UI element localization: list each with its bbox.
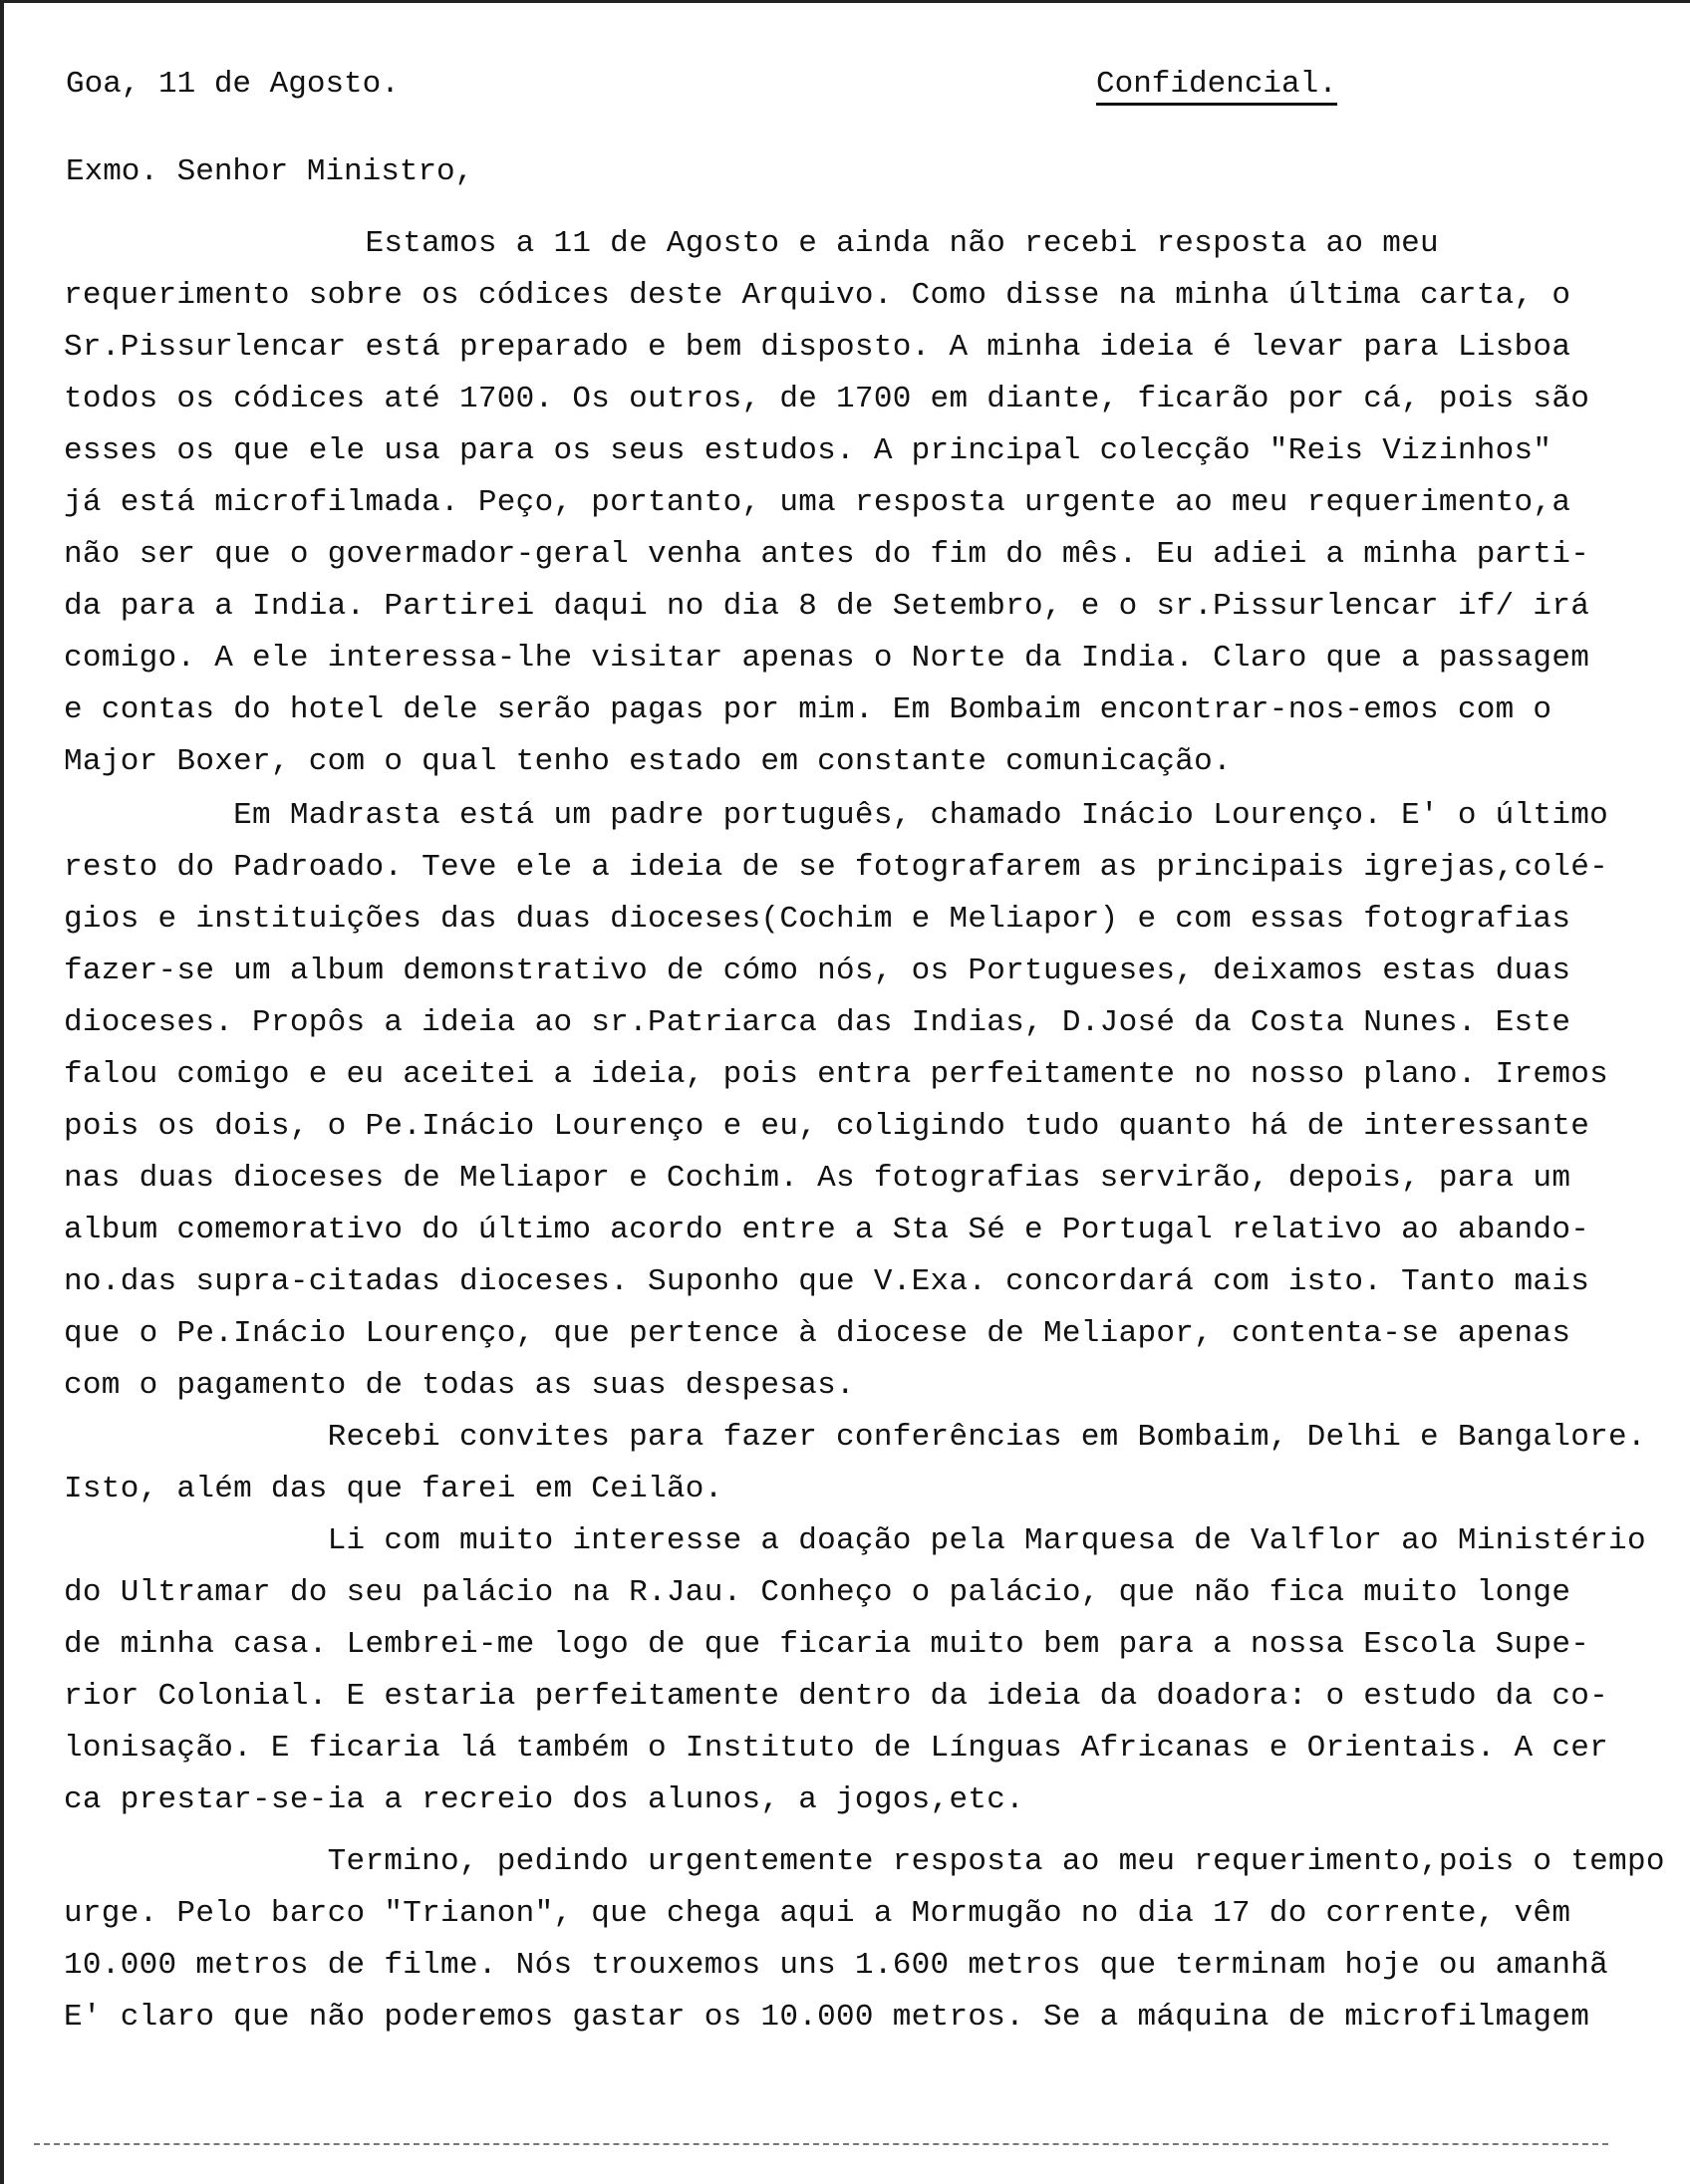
body-line: com o pagamento de todas as suas despesas. xyxy=(64,1368,855,1403)
body-line: Termino, pedindo urgentemente resposta ao meu requerimento,pois o tempo xyxy=(64,1844,1665,1879)
body-line: urge. Pelo barco "Trianon", que chega aqui a Mormugão no dia 17 do corrente, vêm xyxy=(64,1896,1571,1931)
body-line: que o Pe.Inácio Lourenço, que pertence à diocese de Meliapor, contenta-se apenas xyxy=(64,1316,1571,1351)
body-line: resto do Padroado. Teve ele a ideia de se fotografarem as principais igrejas,colé- xyxy=(64,850,1609,885)
body-line: Recebi convites para fazer conferências em Bombaim, Delhi e Bangalore. xyxy=(64,1420,1646,1455)
body-line: já está microfilmada. Peço, portanto, uma resposta urgente ao meu requerimento,a xyxy=(64,485,1571,520)
body-line: gios e instituições das duas dioceses(Cochim e Meliapor) e com essas fotografias xyxy=(64,902,1571,937)
body-line: fazer-se um album demonstrativo de cómo nós, os Portugueses, deixamos estas duas xyxy=(64,954,1571,988)
body-line: esses os que ele usa para os seus estudos. A principal colecção "Reis Vizinhos" xyxy=(64,433,1552,468)
body-line: da para a India. Partirei daqui no dia 8 de Setembro, e o sr.Pissurlencar if/ irá xyxy=(64,589,1590,624)
body-line: Isto, além das que farei em Ceilão. xyxy=(64,1472,723,1506)
body-line: falou comigo e eu aceitei a ideia, pois entra perfeitamente no nosso plano. Iremos xyxy=(64,1057,1609,1092)
body-line: rior Colonial. E estaria perfeitamente dentro da ideia da doadora: o estudo da co- xyxy=(64,1679,1609,1714)
body-line: todos os códices até 1700. Os outros, de 1700 em diante, ficarão por cá, pois são xyxy=(64,382,1590,416)
classification-label: Confidencial. xyxy=(1096,67,1337,106)
place-date: Goa, 11 de Agosto. xyxy=(66,67,400,102)
body-line: nas duas dioceses de Meliapor e Cochim. As fotografias servirão, depois, para um xyxy=(64,1161,1571,1196)
body-line: E' claro que não poderemos gastar os 10.000 metros. Se a máquina de microfilmagem xyxy=(64,2000,1590,2035)
body-line: Estamos a 11 de Agosto e ainda não recebi resposta ao meu xyxy=(64,226,1439,261)
body-line: lonisação. E ficaria lá também o Instituto de Línguas Africanas e Orientais. A cer xyxy=(64,1731,1609,1766)
body-line: pois os dois, o Pe.Inácio Lourenço e eu, coligindo tudo quanto há de interessante xyxy=(64,1109,1590,1144)
body-line: de minha casa. Lembrei-me logo de que ficaria muito bem para a nossa Escola Supe- xyxy=(64,1627,1590,1662)
body-line: não ser que o govermador-geral venha antes do fim do mês. Eu adiei a minha parti- xyxy=(64,537,1590,572)
body-line: Major Boxer, com o qual tenho estado em constante comunicação. xyxy=(64,744,1232,779)
body-line: Sr.Pissurlencar está preparado e bem disposto. A minha ideia é levar para Lisboa xyxy=(64,330,1571,365)
bottom-divider xyxy=(34,2143,1608,2145)
body-line: Li com muito interesse a doação pela Marquesa de Valflor ao Ministério xyxy=(64,1523,1646,1558)
body-line: album comemorativo do último acordo entre a Sta Sé e Portugal relativo ao abando- xyxy=(64,1213,1590,1247)
salutation: Exmo. Senhor Ministro, xyxy=(66,154,474,189)
body-line: no.das supra-citadas dioceses. Suponho que V.Exa. concordará com isto. Tanto mais xyxy=(64,1264,1590,1299)
body-line: Em Madrasta está um padre português, chamado Inácio Lourenço. E' o último xyxy=(64,798,1609,833)
body-line: comigo. A ele interessa-lhe visitar apenas o Norte da India. Claro que a passagem xyxy=(64,641,1590,676)
body-line: do Ultramar do seu palácio na R.Jau. Conheço o palácio, que não fica muito longe xyxy=(64,1575,1571,1610)
body-line: e contas do hotel dele serão pagas por mim. Em Bombaim encontrar-nos-emos com o xyxy=(64,692,1552,727)
body-line: ca prestar-se-ia a recreio dos alunos, a jogos,etc. xyxy=(64,1782,1025,1817)
body-line: dioceses. Propôs a ideia ao sr.Patriarca das Indias, D.José da Costa Nunes. Este xyxy=(64,1005,1571,1040)
body-line: requerimento sobre os códices deste Arquivo. Como disse na minha última carta, o xyxy=(64,278,1571,313)
body-line: 10.000 metros de filme. Nós trouxemos uns 1.600 metros que terminam hoje ou amanhã xyxy=(64,1948,1609,1983)
